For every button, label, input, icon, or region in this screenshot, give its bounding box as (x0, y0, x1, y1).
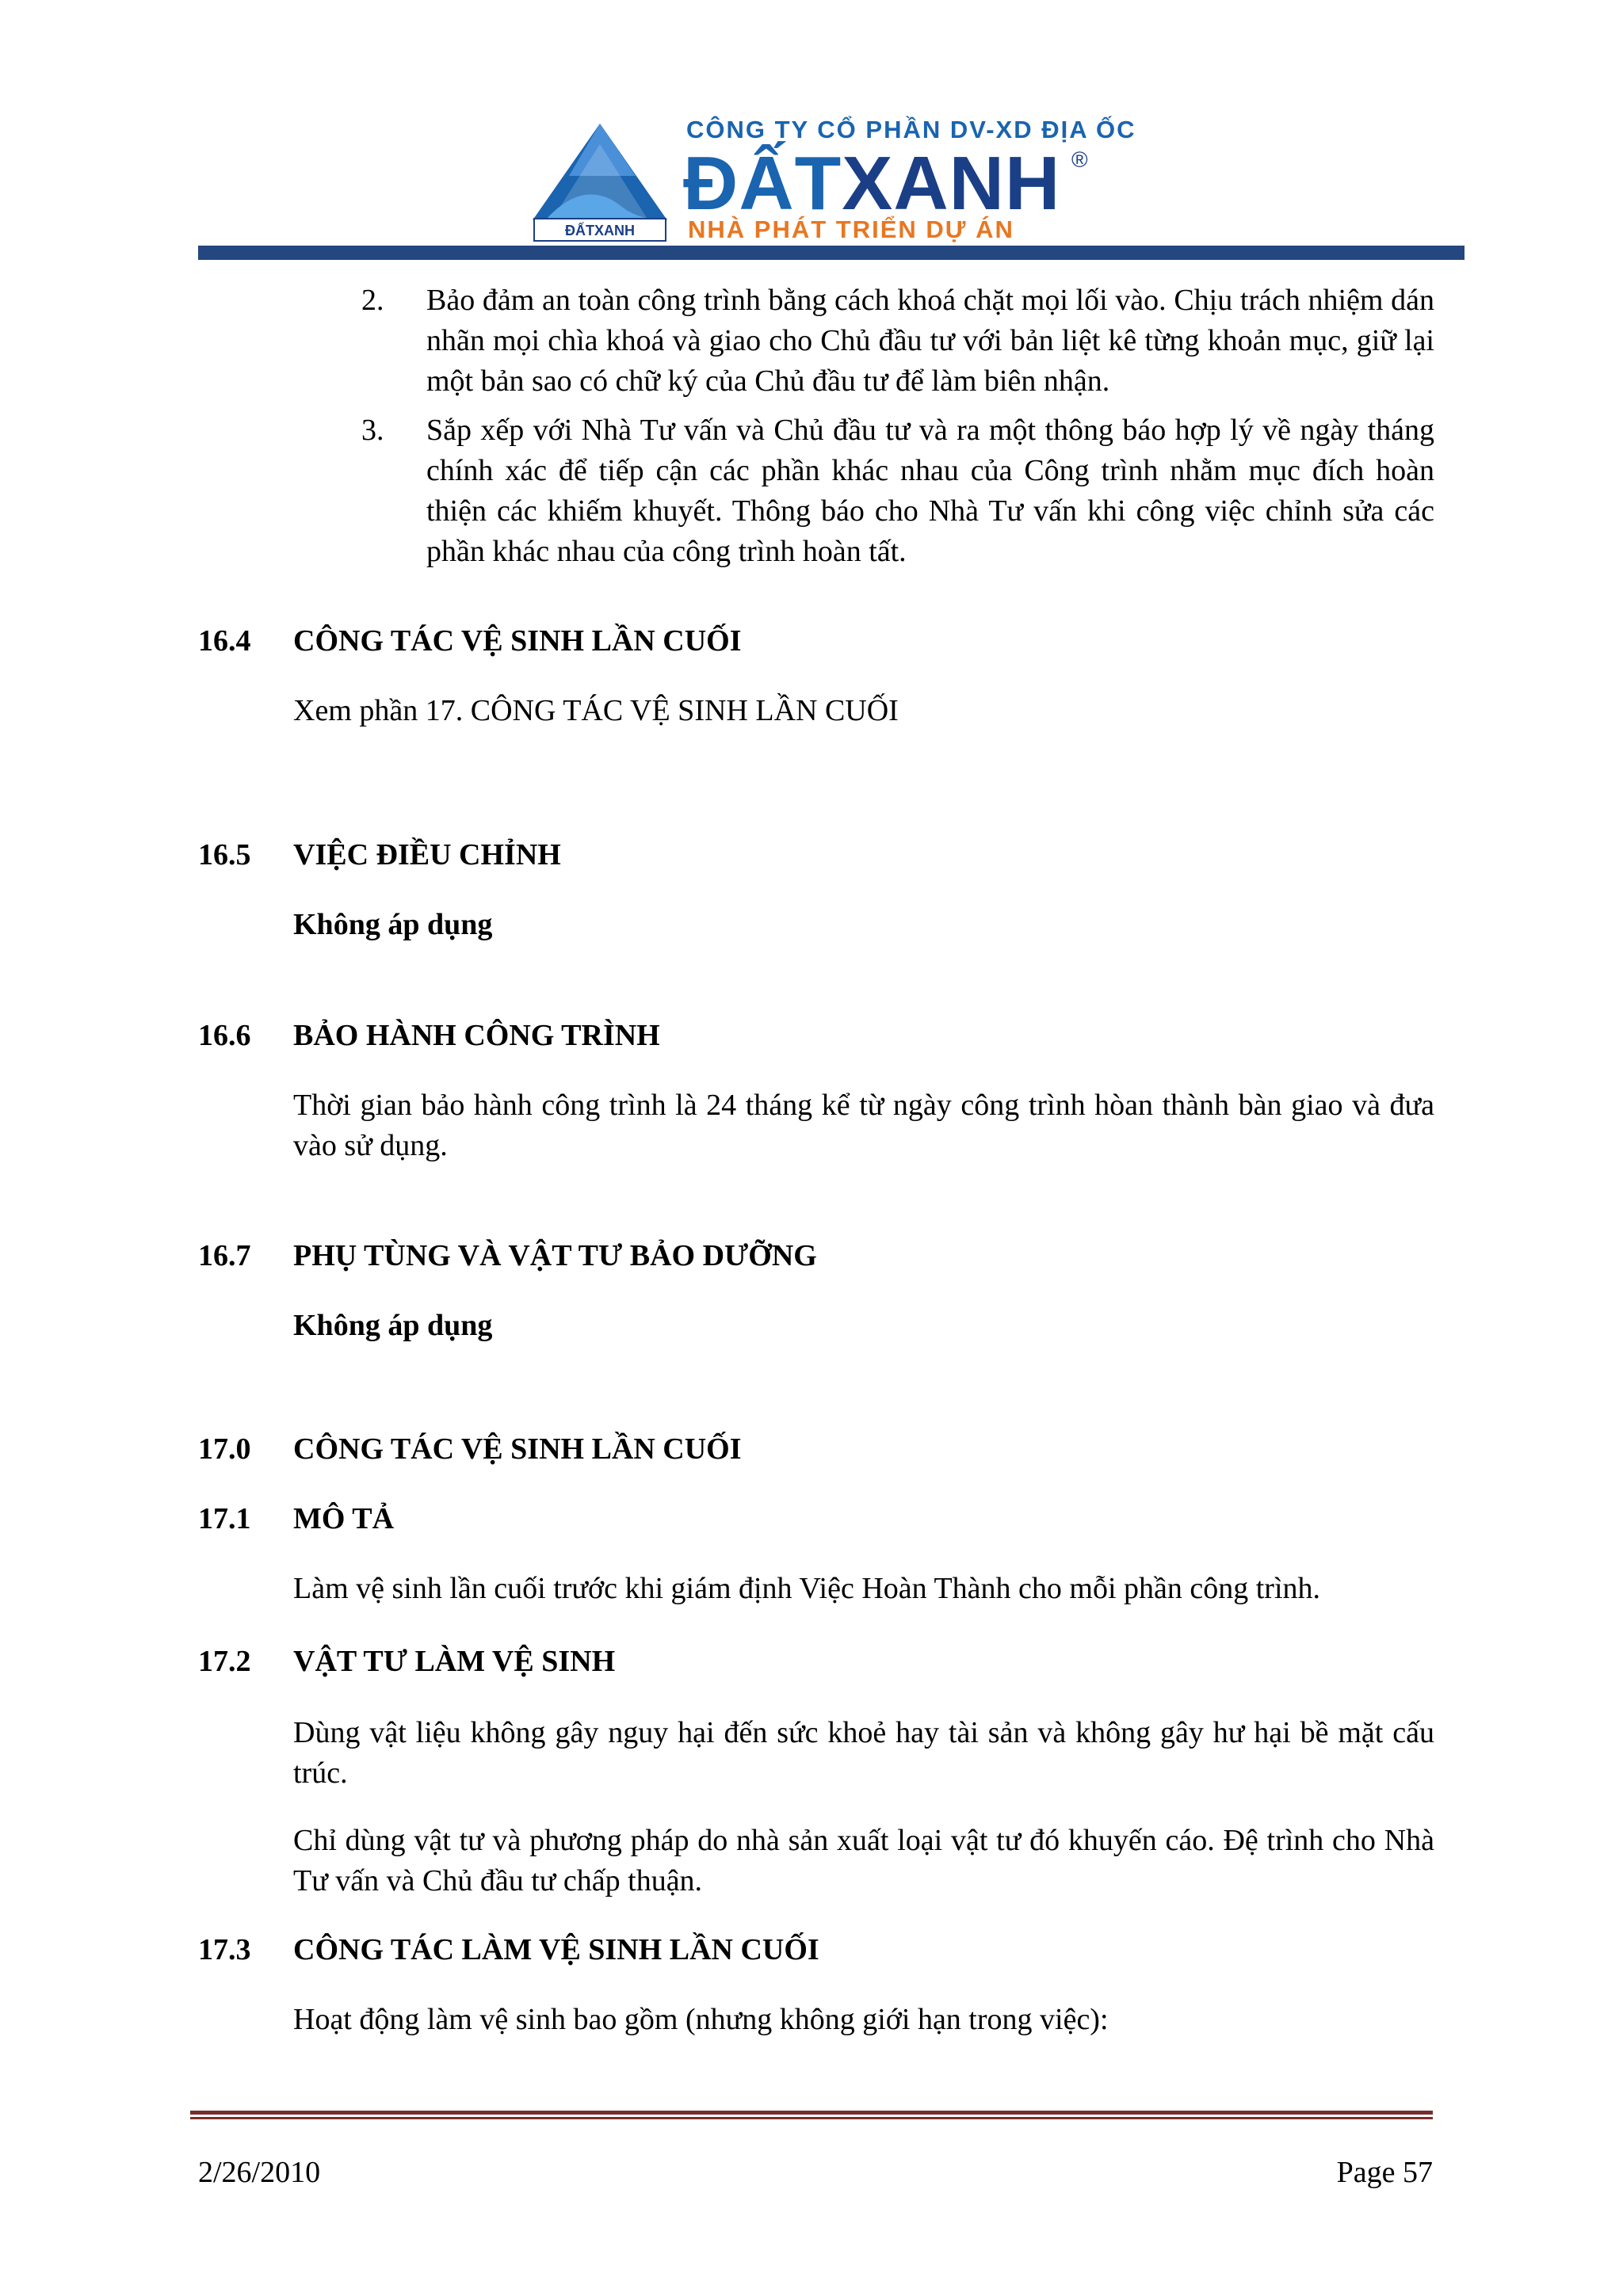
section-paragraph: Chỉ dùng vật tư và phương pháp do nhà sản xuất loại vật tư đó khuyến cáo. Đệ trình cho Nhà Tư vấn và Chủ đầu tư chấp thuận. (293, 1824, 1434, 1897)
section-number: 16.6 (198, 1019, 251, 1052)
section-title: CÔNG TÁC VỆ SINH LẦN CUỐI (293, 624, 742, 658)
section-number: 16.5 (198, 838, 251, 871)
page-number: Page 57 (1336, 2156, 1433, 2189)
section-title: CÔNG TÁC VỆ SINH LẦN CUỐI (293, 1432, 742, 1466)
section-title: PHỤ TÙNG VÀ VẬT TƯ BẢO DƯỠNG (293, 1239, 817, 1272)
section-paragraph: Không áp dụng (293, 1309, 493, 1342)
section-number: 16.7 (198, 1239, 251, 1272)
brand-name (683, 141, 1061, 226)
section-paragraph: Dùng vật liệu không gây nguy hại đến sức khoẻ hay tài sản và không gây hư hại bề mặt cấu trúc. (293, 1716, 1434, 1790)
footer-date: 2/26/2010 (198, 2156, 321, 2189)
section-number: 17.0 (198, 1432, 251, 1466)
page-header (0, 0, 1623, 269)
footer-rule (190, 2111, 1433, 2119)
header-rule (198, 246, 1465, 260)
list-item-number: 3. (361, 414, 384, 447)
list-item: Bảo đảm an toàn công trình bằng cách khoá chặt mọi lối vào. Chịu trách nhiệm dán nhãn mọi chìa khoá và giao cho Chủ đầu tư với bản liệt kê từng khoản mục, giữ lại một bản sao có chữ ký của Chủ đầu tư để làm biên nhận. (426, 284, 1434, 398)
section-number: 16.4 (198, 624, 251, 658)
company-logo-icon (529, 120, 670, 242)
list-item-number: 2. (361, 284, 384, 317)
section-title: MÔ TẢ (293, 1502, 395, 1535)
list-item: Sắp xếp với Nhà Tư vấn và Chủ đầu tư và ra một thông báo hợp lý về ngày tháng chính xác để tiếp cận các phần khác nhau của Công trình nhằm mục đích hoàn thiện các khiếm khuyết. Thông báo cho Nhà Tư vấn khi công việc chỉnh sửa các phần khác nhau của công trình hoàn tất. (426, 414, 1434, 568)
section-number: 17.3 (198, 1933, 251, 1966)
section-number: 17.2 (198, 1645, 251, 1678)
section-title: BẢO HÀNH CÔNG TRÌNH (293, 1019, 660, 1052)
company-tagline: NHÀ PHÁT TRIỂN DỰ ÁN (688, 215, 1014, 243)
section-paragraph: Hoạt động làm vệ sinh bao gồm (nhưng không giới hạn trong việc): (293, 2003, 1109, 2036)
section-title: VẬT TƯ LÀM VỆ SINH (293, 1645, 616, 1678)
logo-badge-text: ĐẤTXANH (565, 223, 635, 238)
section-title: VIỆC ĐIỀU CHỈNH (293, 838, 561, 871)
registered-mark: ® (1071, 147, 1088, 172)
section-paragraph: Thời gian bảo hành công trình là 24 tháng kể từ ngày công trình hòan thành bàn giao và đưa vào sử dụng. (293, 1089, 1434, 1162)
section-paragraph: Làm vệ sinh lần cuối trước khi giám định Việc Hoàn Thành cho mỗi phần công trình. (293, 1572, 1321, 1605)
section-number: 17.1 (198, 1502, 251, 1535)
section-paragraph: Không áp dụng (293, 908, 493, 941)
section-title: CÔNG TÁC LÀM VỆ SINH LẦN CUỐI (293, 1933, 819, 1966)
brand-part2: XANH (842, 141, 1061, 226)
company-name: CÔNG TY CỔ PHẦN DV-XD ĐỊA ỐC (686, 116, 1136, 143)
brand-part1: ĐẤT (683, 141, 842, 226)
section-paragraph: Xem phần 17. CÔNG TÁC VỆ SINH LẦN CUỐI (293, 694, 899, 727)
